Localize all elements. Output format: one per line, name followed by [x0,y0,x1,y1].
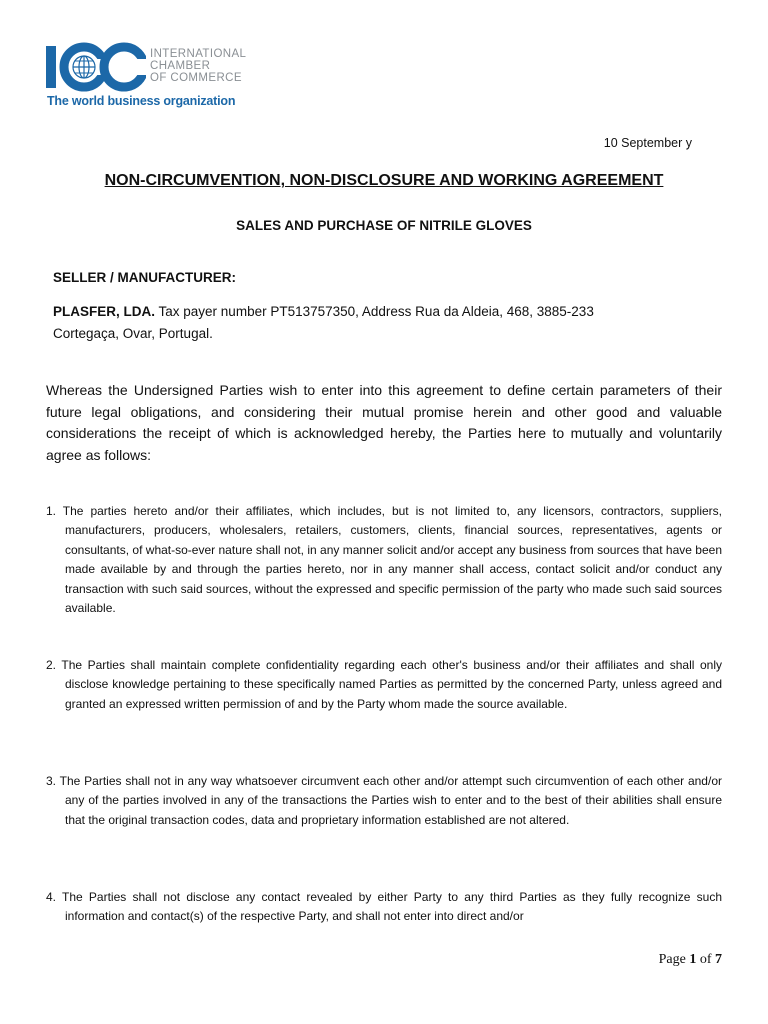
clause-3: 3. The Parties shall not in any way whatsoever circumvent each other and/or attempt such circumvention of each other and/or any of the parties involved in any of the transactions the Parties wish to enter and to the best of their abilities shall ensure that the original transaction codes, data and proprietary information established are not altered. [46,774,722,827]
current-page: 1 [689,952,697,967]
document-subtitle: SALES AND PURCHASE OF NITRILE GLOVES [236,218,532,233]
org-tagline: The world business organization [47,94,236,108]
org-name-line: OF COMMERCE [150,72,242,84]
page-number [659,952,722,968]
of-label: of [699,952,712,967]
icc-globe-logo-icon [46,42,146,92]
whereas-paragraph: Whereas the Undersigned Parties wish to enter into this agreement to define certain parameters of their future legal obligations, and considering their mutual promise herein and other good and valuable considerations the receipt of which is acknowledged hereby, the Parties here to mutually and voluntarily agree as follows: [46,382,722,463]
clause-1: 1. The parties hereto and/or their affiliates, which includes, but is not limited to, any licensors, contractors, suppliers, manufacturers, producers, wholesalers, retailers, customers, clients, financial sources, representatives, agents or consultants, of what-so-ever nature shall not, in any manner solicit and/or accept any business from sources that have been made available by and through the parties hereto, nor in any manner shall access, contact solicit and/or conduct any transaction with such said sources, without the expressed and specific permission of the party who made such said sources available. [46,504,722,616]
seller-heading: SELLER / MANUFACTURER: [53,270,236,285]
document-title: NON-CIRCUMVENTION, NON-DISCLOSURE AND WORKING AGREEMENT [104,172,664,189]
org-name-line: INTERNATIONAL [150,48,247,60]
total-pages: 7 [715,952,722,967]
seller-details-paragraph [53,301,643,345]
page-label: Page [658,952,686,967]
document-date: 10 September y [603,136,692,150]
org-name [150,48,270,84]
seller-details: Tax payer number PT513757350, Address Rua da Aldeia, 468, 3885-233 Cortegaça, Ovar, Portugal. [53,304,594,341]
clause-2: 2. The Parties shall maintain complete confidentiality regarding each other's business and/or their affiliates and shall only disclose knowledge pertaining to these specifically named Parties as permitted by the concerned Party, unless agreed and granted an expressed written permission of and by the Party whom made the source available. [46,658,722,711]
clause-4: 4. The Parties shall not disclose any contact revealed by either Party to any third Parties as they fully recognize such information and contact(s) of the respective Party, and shall not enter into direct and/or [46,890,722,924]
org-name-line: CHAMBER [150,60,211,72]
icc-logo [46,42,266,112]
seller-name: PLASFER, LDA. [53,304,156,319]
